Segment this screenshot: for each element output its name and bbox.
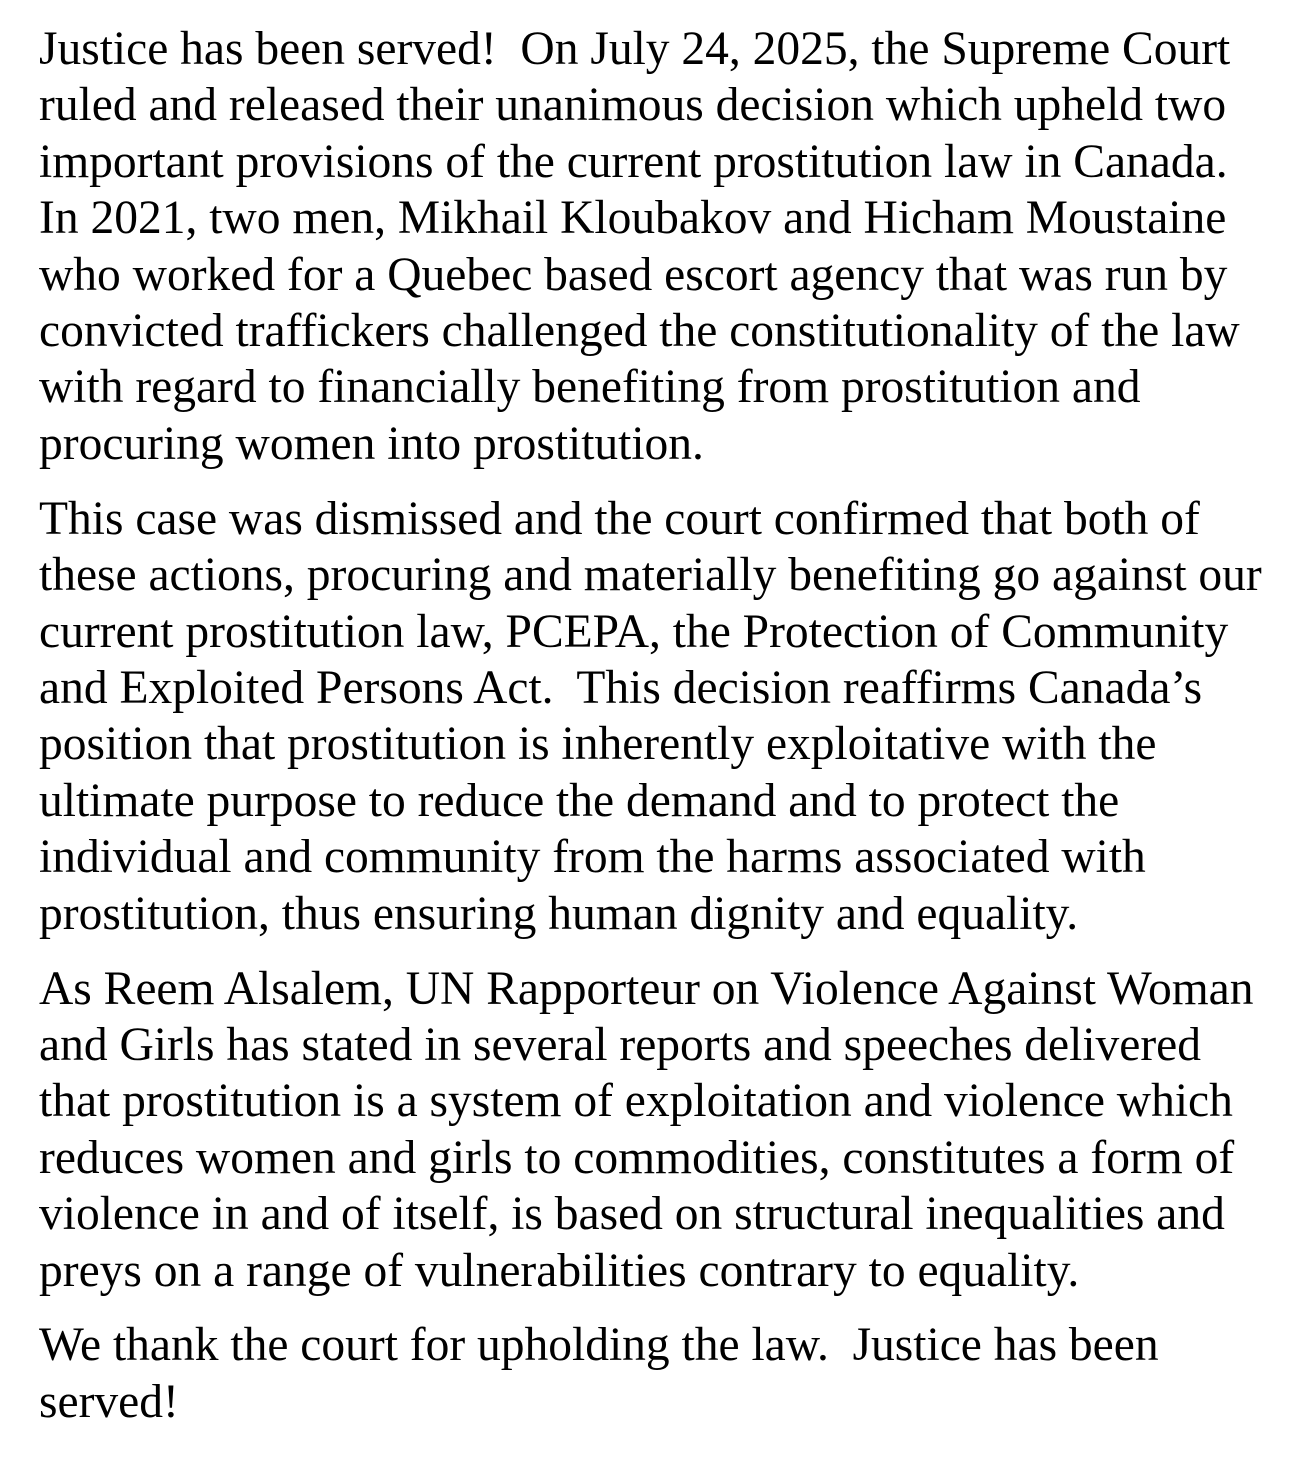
text-line: preys on a range of vulnerabilities contrary to equality. <box>39 1244 1080 1297</box>
paragraph-un-rapporteur <box>39 961 1299 1299</box>
text-line: important provisions of the current prostitution law in Canada. <box>39 135 1228 188</box>
text-line: ultimate purpose to reduce the demand and to protect the <box>39 774 1120 827</box>
text-line: served! <box>39 1375 179 1428</box>
text-line: these actions, procuring and materially benefiting go against our <box>39 549 1262 602</box>
text-line: convicted traffickers challenged the constitutionality of the law <box>39 305 1240 358</box>
text-line: reduces women and girls to commodities, constitutes a form of <box>39 1131 1235 1184</box>
text-line: Justice has been served! On July 24, 2025, the Supreme Court <box>39 23 1231 75</box>
paragraph-closing <box>39 1317 1299 1430</box>
text-line: In 2021, two men, Mikhail Kloubakov and Hicham Moustaine <box>39 192 1227 245</box>
text-line: As Reem Alsalem, UN Rapporteur on Violence Against Woman <box>39 962 1254 1015</box>
document-body <box>39 21 1299 1449</box>
text-line: position that prostitution is inherently exploitative with the <box>39 718 1157 771</box>
text-line: and Exploited Persons Act. This decision reaffirms Canada’s <box>39 661 1203 714</box>
text-line: We thank the court for upholding the law. Justice has been <box>39 1319 1159 1372</box>
text-line: violence in and of itself, is based on structural inequalities and <box>39 1188 1225 1241</box>
text-line: that prostitution is a system of exploitation and violence which <box>39 1075 1233 1128</box>
text-line: This case was dismissed and the court confirmed that both of <box>39 492 1200 545</box>
text-line: prostitution, thus ensuring human dignity and equality. <box>39 887 1079 940</box>
paragraph-ruling-announcement <box>39 21 1299 472</box>
text-line: individual and community from the harms associated with <box>39 831 1146 884</box>
text-line: with regard to financially benefiting from prostitution and <box>39 361 1141 414</box>
text-line: who worked for a Quebec based escort agency that was run by <box>39 248 1228 301</box>
paragraph-case-dismissed <box>39 491 1299 942</box>
text-line: procuring women into prostitution. <box>39 417 704 470</box>
text-line: and Girls has stated in several reports and speeches delivered <box>39 1018 1202 1071</box>
text-line: current prostitution law, PCEPA, the Protection of Community <box>39 605 1229 658</box>
text-line: ruled and released their unanimous decision which upheld two <box>39 79 1227 132</box>
